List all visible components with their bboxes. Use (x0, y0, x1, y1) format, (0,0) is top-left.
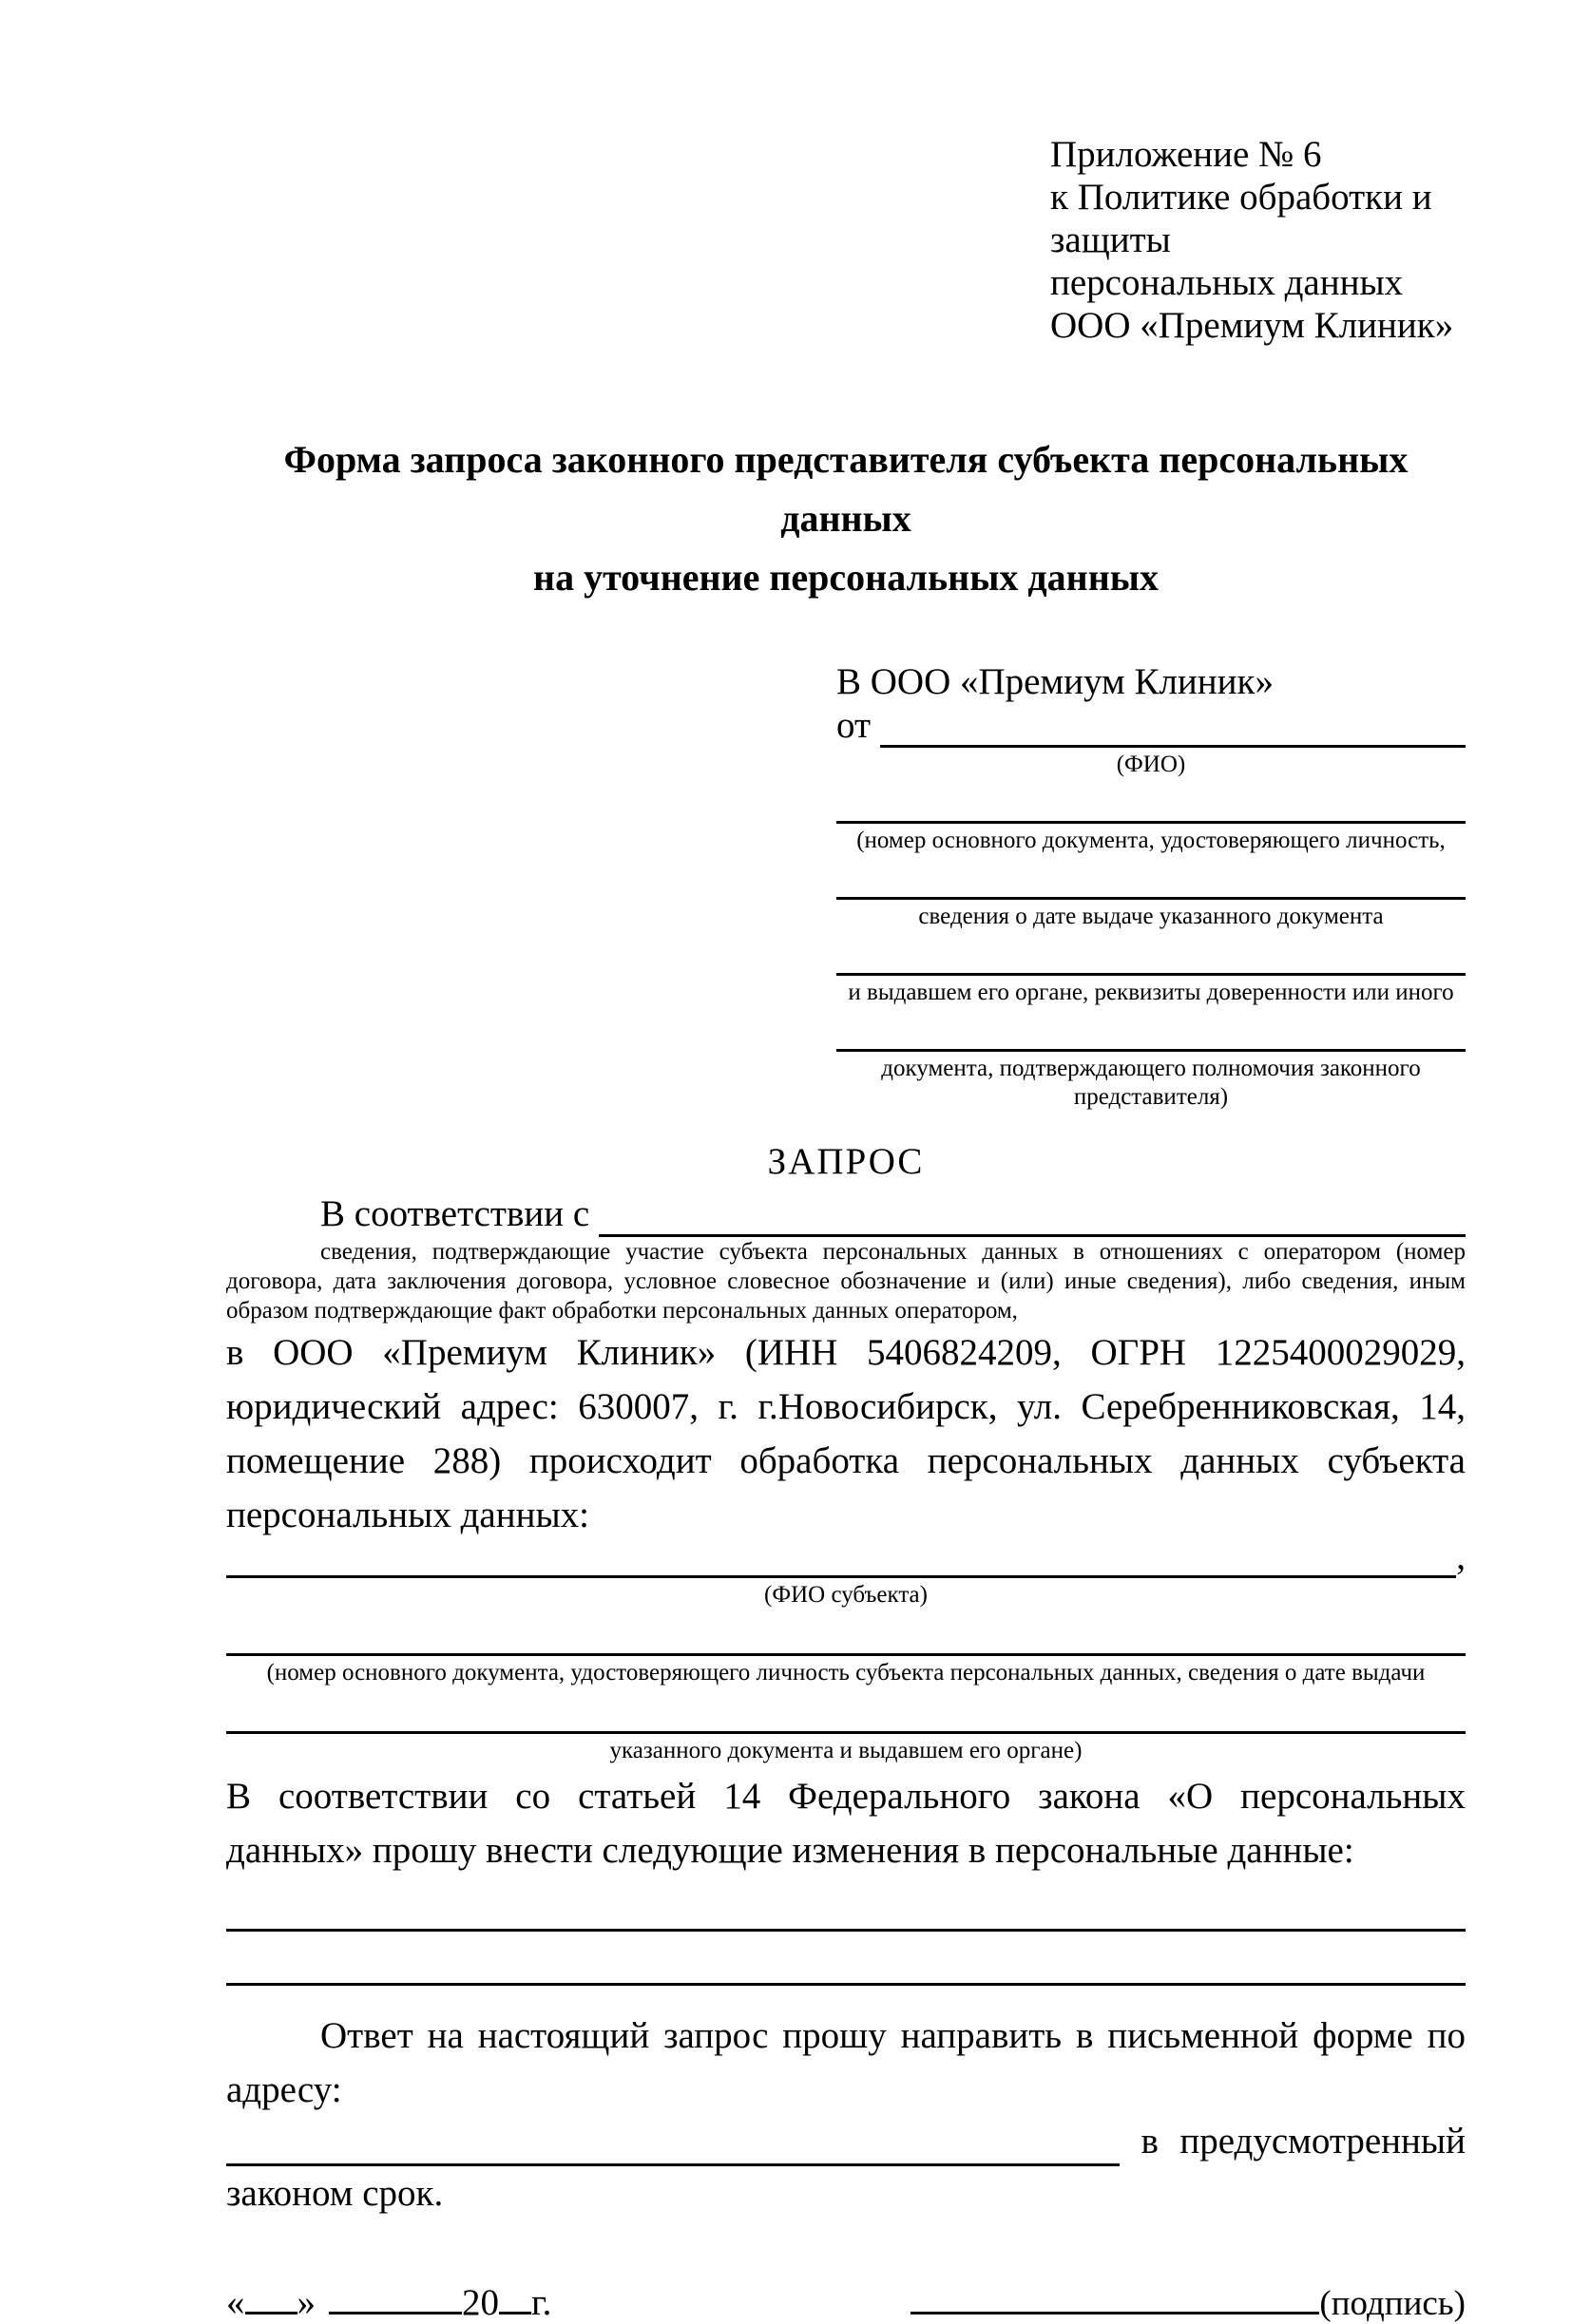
subject-doc-caption-1: (номер основного документа, удостоверяющего личность субъекта персональных данных, сведения о дате выдачи (266, 1660, 1426, 1686)
appendix-header-line: персональных данных (1050, 262, 1404, 303)
operator-paragraph: в ООО «Премиум Клиник» (ИНН 5406824209, ОГРН 1225400029029, юридический адрес: 630007, г. г.Новосибирск, ул. Серебренниковская, 14, помещение 288) происходит обработка персональных данных субъекта персональных данных: (226, 1332, 1466, 1535)
document-title-line-2: на уточнение персональных данных (533, 556, 1159, 599)
law-paragraph: В соответствии со статьей 14 Федерального закона «О персональных данных» прошу внести следующие изменения в персональные данные: (226, 1776, 1466, 1871)
doc-caption-1: (номер основного документа, удостоверяющего личность, (856, 828, 1446, 853)
basis-label: В соответствии с (320, 1193, 599, 1234)
fio-caption: (ФИО) (1116, 752, 1186, 777)
signature-caption: (подпись) (1319, 2284, 1466, 2323)
document-title (226, 430, 1466, 607)
answer-address-blank-line (226, 2117, 1120, 2166)
appendix-header-line: Приложение № 6 (1050, 134, 1322, 175)
date-year-blank-line (499, 2312, 531, 2314)
answer-word-1: в (1141, 2121, 1159, 2162)
footer-row (226, 2281, 1466, 2324)
from-label: от (836, 705, 880, 746)
from-row (836, 704, 1466, 748)
date-quote-open: « (226, 2282, 245, 2323)
signature-field (911, 2281, 1466, 2324)
document-title-line-1: Форма запроса законного представителя субъекта персональных данных (283, 438, 1409, 540)
doc-caption-2: сведения о дате выдаче указанного документа (918, 904, 1384, 929)
date-field (226, 2281, 551, 2324)
changes-blank-line-2 (226, 1932, 1466, 1986)
basis-row (226, 1191, 1466, 1237)
addressee-to: В ООО «Премиум Клиник» (836, 661, 1274, 702)
signature-blank-line (911, 2312, 1319, 2314)
subject-fio-caption: (ФИО субъекта) (764, 1582, 928, 1608)
representative-doc-blank-line-2 (836, 855, 1466, 900)
answer-sentence-end: законом срок. (226, 2173, 444, 2214)
date-month-blank-line (329, 2312, 462, 2314)
doc-caption-3: и выдавшем его органе, реквизиты доверенности или иного (848, 980, 1454, 1005)
representative-doc-blank-line-3 (836, 931, 1466, 976)
subject-fio-blank-line (226, 1542, 1456, 1578)
request-heading: ЗАПРОС (767, 1141, 925, 1182)
subject-doc-blank-line-2 (226, 1687, 1466, 1734)
subject-fio-row (226, 1536, 1466, 1578)
appendix-header-line: ООО «Премиум Клиник» (1050, 305, 1454, 346)
addressee-block (836, 660, 1466, 1112)
date-quote-close: » (297, 2282, 316, 2323)
date-day-blank-line (245, 2312, 297, 2314)
subject-doc-caption-2: указанного документа и выдавшем его органе) (609, 1738, 1083, 1763)
basis-note: сведения, подтверждающие участие субъекта персональных данных в отношениях с оператором (номер договора, дата заключения договора, условное словесное обозначение и (или) иные сведения), либо сведения, иным образом подтверждающие факт обработки персональных данных оператором, (226, 1239, 1466, 1324)
date-year-prefix: 20 (462, 2282, 499, 2323)
answer-address-row (226, 2117, 1466, 2166)
appendix-header (1050, 133, 1466, 347)
changes-blank-line-1 (226, 1877, 1466, 1932)
doc-caption-4: документа, подтверждающего полномочия законного представителя) (881, 1056, 1421, 1110)
subject-doc-blank-line-1 (226, 1610, 1466, 1656)
answer-sentence-start: Ответ на настоящий запрос прошу направить в письменной форме по адресу: (226, 2015, 1466, 2110)
appendix-header-line: к Политике обработки и защиты (1050, 177, 1432, 260)
trailing-comma: , (1456, 1536, 1466, 1577)
representative-doc-blank-line-4 (836, 1007, 1466, 1052)
date-year-suffix: г. (531, 2282, 552, 2323)
representative-fio-blank-line (880, 745, 1466, 748)
representative-doc-blank-line-1 (836, 779, 1466, 824)
answer-word-2: предусмотренный (1179, 2121, 1466, 2162)
